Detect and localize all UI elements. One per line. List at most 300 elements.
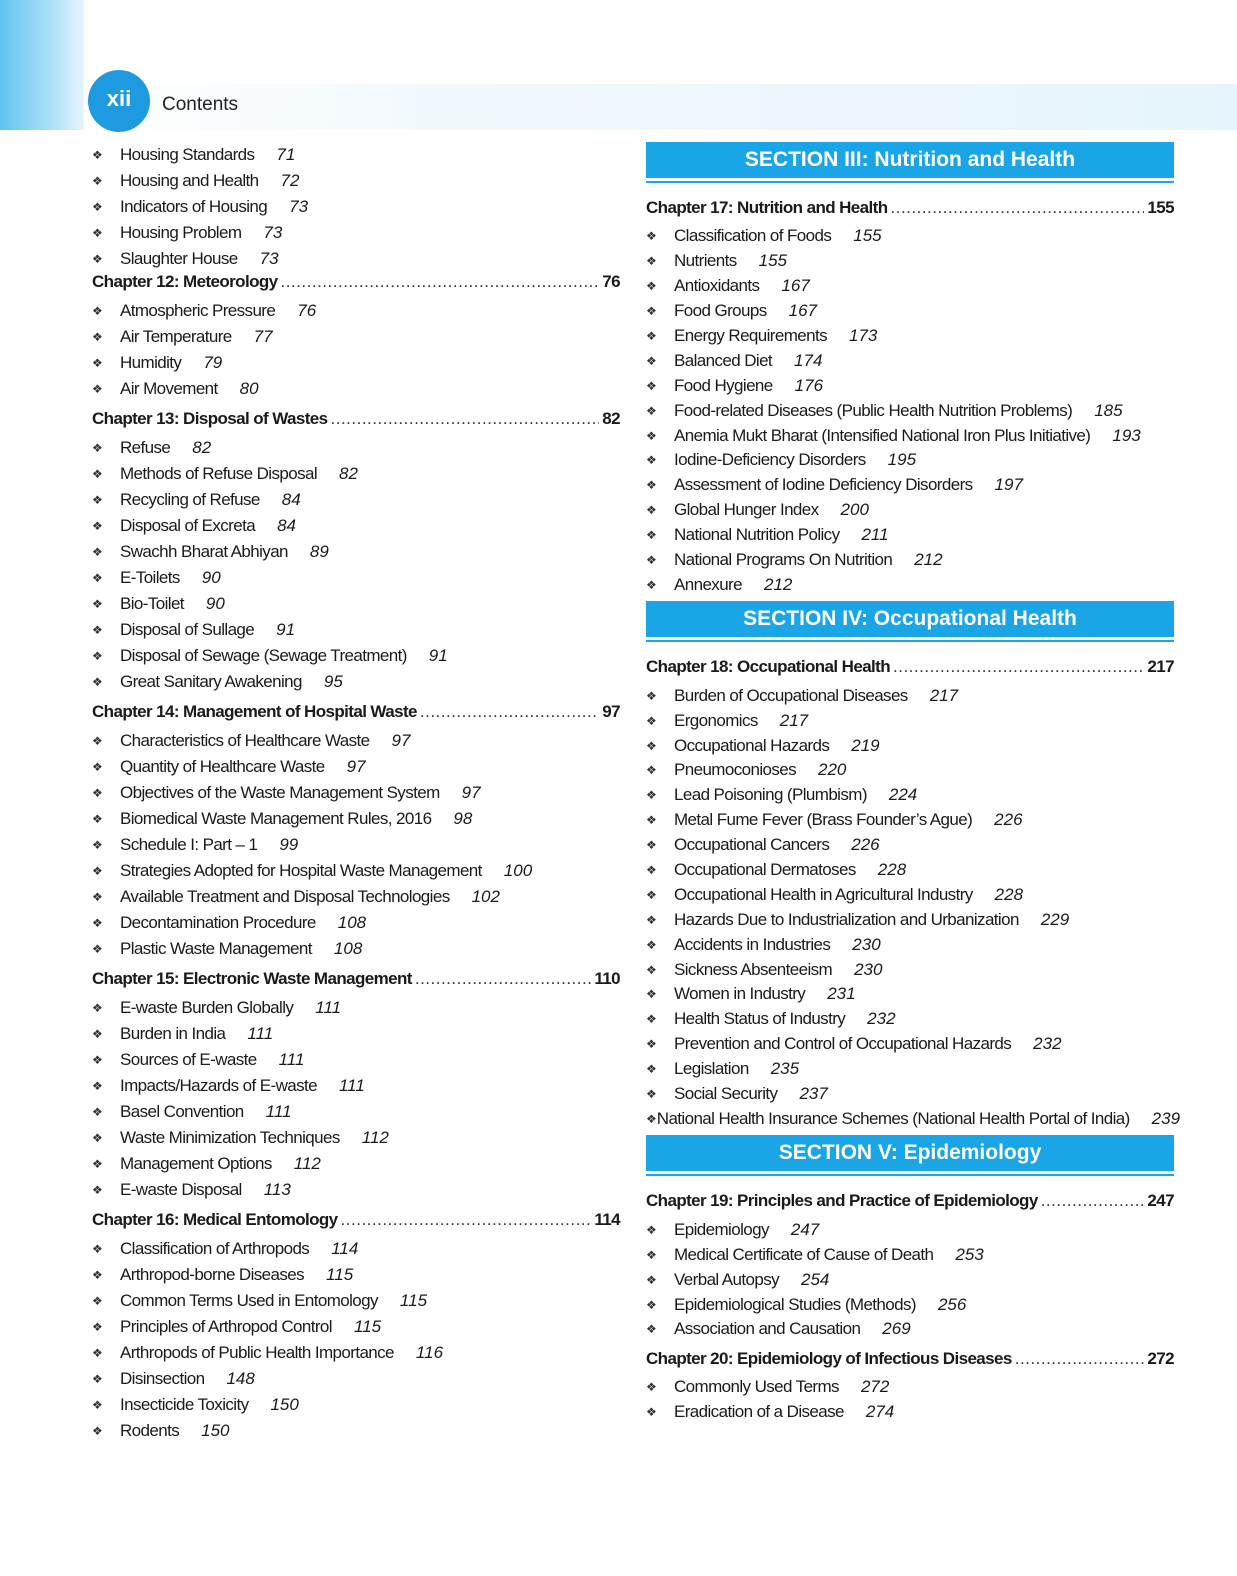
left-chapter-list	[92, 272, 620, 1444]
toc-entry-label: Disposal of Sewage (Sewage Treatment)	[120, 646, 407, 665]
toc-entry[interactable]	[646, 373, 1174, 398]
toc-entry[interactable]	[646, 274, 1174, 299]
toc-entry-page: 112	[361, 1128, 389, 1147]
toc-entry-page: 150	[270, 1395, 299, 1414]
toc-entry-page: 90	[201, 568, 221, 587]
toc-entry[interactable]	[92, 1177, 620, 1203]
toc-entry[interactable]	[92, 246, 620, 272]
toc-entry-page: 72	[280, 171, 300, 190]
toc-entry[interactable]	[646, 498, 1174, 523]
diamond-bullet-icon: ❖	[646, 254, 657, 269]
toc-entry-label: Disinsection	[120, 1369, 205, 1388]
toc-entry-label: Management Options	[120, 1154, 272, 1173]
toc-entry-label: Arthropod-borne Diseases	[120, 1265, 305, 1284]
toc-entry-page: 230	[854, 959, 883, 979]
toc-entry-label: Epidemiological Studies (Methods)	[674, 1294, 916, 1314]
toc-entry-label: Bio-Toilet	[120, 594, 184, 613]
toc-entry-label: Food Groups	[674, 301, 767, 321]
topic-list	[646, 1375, 1174, 1425]
toc-entry[interactable]	[92, 1392, 620, 1418]
toc-entry-label: Health Status of Industry	[674, 1009, 846, 1029]
dot-leader	[281, 272, 600, 292]
toc-entry-label: Arthropods of Public Health Importance	[120, 1343, 394, 1362]
toc-entry[interactable]	[646, 1267, 1174, 1292]
toc-entry-label: Annexure	[674, 574, 742, 594]
toc-entry-page: 193	[1112, 425, 1141, 445]
section-heading	[646, 601, 1174, 642]
toc-entry[interactable]	[646, 1217, 1174, 1242]
toc-entry-label: Occupational Health in Agricultural Industry	[674, 884, 973, 904]
toc-entry-label: Balanced Diet	[674, 350, 773, 370]
toc-entry-page: 256	[937, 1294, 967, 1314]
toc-entry[interactable]	[646, 473, 1174, 498]
toc-entry[interactable]	[92, 1099, 620, 1125]
diamond-bullet-icon: ❖	[92, 382, 103, 396]
toc-entry-label: Iodine-Deficiency Disorders	[674, 450, 866, 470]
diamond-bullet-icon: ❖	[646, 1037, 657, 1052]
toc-entry-page: 111	[265, 1102, 292, 1121]
diamond-bullet-icon: ❖	[646, 813, 657, 828]
topic-list	[646, 683, 1181, 1131]
toc-entry-label: Insecticide Toxicity	[120, 1395, 249, 1414]
toc-entry[interactable]	[92, 513, 620, 539]
chapter-heading[interactable]	[646, 198, 1174, 224]
toc-entry[interactable]	[646, 398, 1174, 423]
toc-entry-page: 90	[205, 594, 225, 613]
toc-entry-label: Humidity	[120, 353, 182, 372]
toc-entry-label: E-waste Burden Globally	[120, 998, 294, 1017]
toc-entry[interactable]	[646, 833, 1174, 858]
toc-entry-label: Basel Convention	[120, 1102, 244, 1121]
toc-entry[interactable]	[646, 523, 1174, 548]
toc-entry[interactable]	[646, 683, 1174, 708]
chapter-page: 114	[594, 1210, 620, 1229]
toc-entry[interactable]	[646, 1057, 1174, 1082]
toc-entry-page: 155	[758, 251, 787, 271]
section-title[interactable]: SECTION IV: Occupational Health	[646, 601, 1174, 637]
toc-entry-page: 111	[338, 1076, 365, 1095]
toc-entry-page: 79	[203, 353, 223, 372]
chapter-title: Chapter 14: Management of Hospital Waste	[92, 702, 417, 721]
toc-entry-label: Great Sanitary Awakening	[120, 672, 302, 691]
toc-entry[interactable]	[646, 249, 1174, 274]
toc-entry-page: 116	[415, 1343, 444, 1362]
section-rule	[646, 640, 1174, 642]
chapter-page: 97	[602, 702, 620, 721]
toc-entry-page: 155	[853, 226, 882, 246]
toc-entry-label: Ergonomics	[674, 710, 758, 730]
diamond-bullet-icon: ❖	[92, 1242, 103, 1256]
toc-entry[interactable]	[646, 299, 1174, 324]
topic-list	[92, 728, 620, 962]
toc-entry-page: 200	[840, 500, 869, 520]
diamond-bullet-icon: ❖	[646, 1247, 657, 1262]
diamond-bullet-icon: ❖	[92, 649, 103, 663]
chapter-title: Chapter 20: Epidemiology of Infectious Diseases	[646, 1348, 1012, 1368]
toc-entry-page: 89	[309, 542, 329, 561]
diamond-bullet-icon: ❖	[646, 304, 657, 319]
toc-entry-label: Available Treatment and Disposal Technologies	[120, 887, 450, 906]
toc-entry-page: 115	[399, 1291, 428, 1310]
toc-entry-page: 111	[278, 1050, 305, 1069]
toc-entry[interactable]	[646, 423, 1174, 448]
diamond-bullet-icon: ❖	[92, 519, 103, 533]
toc-entry[interactable]	[92, 643, 620, 669]
diamond-bullet-icon: ❖	[646, 738, 657, 753]
chapter-heading[interactable]	[92, 1210, 620, 1236]
toc-entry[interactable]	[646, 733, 1174, 758]
toc-entry-page: 195	[887, 450, 917, 470]
diamond-bullet-icon: ❖	[646, 912, 657, 927]
diamond-bullet-icon: ❖	[92, 916, 103, 930]
toc-entry-page: 197	[994, 475, 1023, 495]
toc-entry-page: 235	[770, 1059, 800, 1079]
toc-entry-label: Women in Industry	[674, 984, 806, 1004]
chapter-heading[interactable]	[92, 409, 620, 435]
toc-entry[interactable]	[646, 808, 1174, 833]
toc-entry-label: Biomedical Waste Management Rules, 2016	[120, 809, 432, 828]
toc-entry-label: Global Hunger Index	[674, 500, 819, 520]
toc-entry[interactable]	[646, 1375, 1174, 1400]
toc-entry[interactable]	[92, 298, 620, 324]
toc-entry-page: 174	[794, 350, 823, 370]
toc-entry[interactable]	[92, 669, 620, 695]
toc-entry[interactable]	[92, 487, 620, 513]
diamond-bullet-icon: ❖	[646, 1297, 657, 1312]
diamond-bullet-icon: ❖	[92, 148, 103, 162]
toc-entry-label: Occupational Dermatoses	[674, 860, 856, 880]
toc-entry[interactable]	[92, 350, 620, 376]
toc-entry-page: 176	[794, 375, 824, 395]
diamond-bullet-icon: ❖	[646, 1062, 657, 1077]
toc-entry[interactable]	[92, 539, 620, 565]
toc-entry[interactable]	[646, 882, 1174, 907]
toc-entry-page: 229	[1040, 909, 1070, 929]
chapter-block	[92, 409, 620, 695]
toc-entry[interactable]	[92, 728, 620, 754]
diamond-bullet-icon: ❖	[92, 675, 103, 689]
toc-entry-page: 98	[453, 809, 473, 828]
toc-entry-label: Prevention and Control of Occupational Hazards	[674, 1034, 1012, 1054]
toc-entry-page: 217	[779, 710, 809, 730]
chapter-page: 217	[1147, 657, 1174, 677]
diamond-bullet-icon: ❖	[646, 887, 657, 902]
dot-leader	[1041, 1191, 1145, 1211]
section-title[interactable]: SECTION III: Nutrition and Health	[646, 142, 1174, 178]
diamond-bullet-icon: ❖	[92, 252, 103, 266]
toc-entry[interactable]	[646, 858, 1174, 883]
toc-entry[interactable]	[646, 448, 1174, 473]
diamond-bullet-icon: ❖	[92, 467, 103, 481]
diamond-bullet-icon: ❖	[92, 1268, 103, 1282]
toc-entry[interactable]	[92, 806, 620, 832]
chapter-title: Chapter 13: Disposal of Wastes	[92, 409, 328, 428]
toc-entry[interactable]	[92, 1073, 620, 1099]
toc-entry[interactable]	[92, 1125, 620, 1151]
toc-entry-label: Classification of Arthropods	[120, 1239, 310, 1258]
toc-entry-page: 274	[865, 1402, 895, 1422]
running-header-title: Contents	[162, 94, 239, 115]
toc-entry[interactable]	[92, 1340, 620, 1366]
toc-entry[interactable]	[646, 548, 1174, 573]
toc-entry[interactable]	[92, 435, 620, 461]
toc-entry-label: E-Toilets	[120, 568, 180, 587]
toc-entry-page: 212	[914, 550, 943, 570]
toc-entry[interactable]	[92, 1151, 620, 1177]
toc-entry-page: 167	[788, 301, 817, 321]
toc-entry-page: 100	[503, 861, 533, 880]
toc-entry[interactable]	[92, 1262, 620, 1288]
diamond-bullet-icon: ❖	[92, 1424, 103, 1438]
toc-entry-page: 228	[877, 860, 907, 880]
toc-entry[interactable]	[92, 1288, 620, 1314]
toc-entry-label: Sources of E-waste	[120, 1050, 257, 1069]
toc-entry[interactable]	[92, 376, 620, 402]
toc-entry-page: 185	[1094, 400, 1123, 420]
diamond-bullet-icon: ❖	[92, 812, 103, 826]
toc-entry-page: 111	[315, 998, 342, 1017]
diamond-bullet-icon: ❖	[92, 226, 103, 240]
toc-entry-label: Assessment of Iodine Deficiency Disorders	[674, 475, 973, 495]
topic-list	[92, 995, 620, 1203]
intro-entries	[92, 142, 620, 272]
toc-entry-label: National Health Insurance Schemes (National Health Portal of India)	[656, 1108, 1130, 1128]
toc-entry-label: Slaughter House	[120, 249, 238, 268]
diamond-bullet-icon: ❖	[92, 571, 103, 585]
diamond-bullet-icon: ❖	[92, 304, 103, 318]
diamond-bullet-icon: ❖	[646, 229, 657, 244]
toc-entry[interactable]	[92, 884, 620, 910]
toc-entry[interactable]	[92, 461, 620, 487]
toc-entry-label: Principles of Arthropod Control	[120, 1317, 332, 1336]
page-number-badge: xii	[88, 70, 150, 132]
toc-entry[interactable]	[646, 758, 1174, 783]
toc-entry-page: 102	[471, 887, 500, 906]
toc-entry-page: 224	[888, 785, 918, 805]
diamond-bullet-icon: ❖	[646, 788, 657, 803]
chapter-heading[interactable]	[646, 1349, 1174, 1375]
toc-entry-page: 220	[818, 760, 847, 780]
toc-entry[interactable]	[92, 565, 620, 591]
toc-entry[interactable]	[646, 348, 1174, 373]
diamond-bullet-icon: ❖	[646, 1272, 657, 1287]
diamond-bullet-icon: ❖	[646, 403, 657, 418]
toc-entry[interactable]	[92, 1314, 620, 1340]
section-heading	[646, 1135, 1174, 1176]
toc-entry[interactable]	[92, 832, 620, 858]
chapter-block	[92, 969, 620, 1203]
chapter-heading[interactable]	[92, 272, 620, 298]
diamond-bullet-icon: ❖	[92, 1105, 103, 1119]
toc-entry[interactable]	[646, 1292, 1174, 1317]
diamond-bullet-icon: ❖	[92, 1053, 103, 1067]
toc-entry-page: 73	[259, 249, 279, 268]
toc-entry-label: Accidents in Industries	[674, 934, 831, 954]
chapter-block	[646, 1349, 1174, 1425]
right-column	[646, 142, 1181, 1425]
toc-entry-page: 115	[326, 1265, 354, 1284]
topic-list	[646, 1217, 1174, 1341]
toc-entry-label: Lead Poisoning (Plumbism)	[674, 785, 867, 805]
toc-entry-label: Refuse	[120, 438, 171, 457]
toc-entry[interactable]	[646, 932, 1174, 957]
toc-entry-label: Disposal of Excreta	[120, 516, 256, 535]
section-title[interactable]: SECTION V: Epidemiology	[646, 1135, 1174, 1171]
diamond-bullet-icon: ❖	[92, 174, 103, 188]
toc-entry[interactable]	[646, 708, 1174, 733]
header-band	[84, 84, 1237, 130]
toc-entry-label: Anemia Mukt Bharat (Intensified National Iron Plus Initiative)	[674, 425, 1091, 445]
diamond-bullet-icon: ❖	[92, 734, 103, 748]
toc-entry[interactable]	[92, 1366, 620, 1392]
toc-entry[interactable]	[646, 572, 1174, 597]
toc-entry-page: 239	[1151, 1108, 1181, 1128]
diamond-bullet-icon: ❖	[92, 1294, 103, 1308]
toc-entry[interactable]	[646, 1007, 1174, 1032]
chapter-block	[92, 272, 620, 402]
toc-entry-label: Commonly Used Terms	[674, 1377, 839, 1397]
toc-entry[interactable]	[92, 142, 620, 168]
toc-entry-label: Swachh Bharat Abhiyan	[120, 542, 288, 561]
toc-entry[interactable]	[92, 780, 620, 806]
toc-entry[interactable]	[646, 1400, 1174, 1425]
toc-entry[interactable]	[92, 220, 620, 246]
diamond-bullet-icon: ❖	[646, 503, 657, 518]
diamond-bullet-icon: ❖	[646, 353, 657, 368]
toc-entry-label: Objectives of the Waste Management System	[120, 783, 440, 802]
toc-entry[interactable]	[646, 1107, 1181, 1132]
toc-entry[interactable]	[92, 1236, 620, 1262]
toc-entry-page: 97	[391, 731, 411, 750]
toc-entry-label: Sickness Absenteeism	[674, 959, 833, 979]
toc-entry[interactable]	[92, 754, 620, 780]
toc-entry-page: 217	[929, 685, 959, 705]
diamond-bullet-icon: ❖	[92, 493, 103, 507]
toc-entry[interactable]	[92, 168, 620, 194]
toc-entry[interactable]	[92, 324, 620, 350]
toc-entry[interactable]	[92, 194, 620, 220]
toc-entry-label: Occupational Cancers	[674, 835, 830, 855]
toc-entry-label: Food Hygiene	[674, 375, 773, 395]
toc-entry-label: Air Temperature	[120, 327, 232, 346]
toc-entry[interactable]	[92, 995, 620, 1021]
toc-entry[interactable]	[92, 1021, 620, 1047]
toc-entry-label: Quantity of Healthcare Waste	[120, 757, 325, 776]
chapter-block	[646, 1191, 1174, 1341]
toc-entry[interactable]	[92, 1047, 620, 1073]
chapter-title: Chapter 16: Medical Entomology	[92, 1210, 338, 1229]
toc-entry[interactable]	[646, 783, 1174, 808]
toc-entry-label: Housing Standards	[120, 145, 255, 164]
diamond-bullet-icon: ❖	[646, 329, 657, 343]
chapter-title: Chapter 19: Principles and Practice of Epidemiology	[646, 1191, 1038, 1211]
toc-entry-page: 237	[799, 1084, 828, 1104]
toc-entry-page: 97	[461, 783, 481, 802]
toc-entry[interactable]	[92, 617, 620, 643]
toc-entry[interactable]	[92, 936, 620, 962]
diamond-bullet-icon: ❖	[646, 838, 657, 853]
toc-entry-label: Nutrients	[674, 251, 737, 271]
diamond-bullet-icon: ❖	[646, 1012, 657, 1027]
toc-entry-label: Housing and Health	[120, 171, 259, 190]
toc-entry-page: 97	[346, 757, 366, 776]
toc-entry-label: Atmospheric Pressure	[120, 301, 276, 320]
toc-entry-page: 254	[801, 1269, 830, 1289]
diamond-bullet-icon: ❖	[646, 962, 657, 977]
toc-entry-page: 167	[781, 276, 810, 296]
diamond-bullet-icon: ❖	[92, 838, 103, 852]
chapter-heading[interactable]	[92, 702, 620, 728]
toc-entry-page: 77	[253, 327, 273, 346]
chapter-block	[646, 657, 1181, 1131]
toc-entry-page: 173	[849, 326, 878, 345]
chapter-heading[interactable]	[646, 1191, 1174, 1217]
chapter-block	[646, 198, 1174, 597]
toc-entry-label: Social Security	[674, 1084, 778, 1104]
chapter-page: 82	[602, 409, 620, 428]
toc-entry-label: Hazards Due to Industrialization and Urbanization	[674, 909, 1019, 929]
chapter-block	[92, 1210, 620, 1444]
toc-entry[interactable]	[646, 957, 1174, 982]
diamond-bullet-icon: ❖	[646, 1087, 657, 1102]
toc-entry-label: Epidemiology	[674, 1219, 769, 1239]
toc-entry-label: Waste Minimization Techniques	[120, 1128, 340, 1147]
toc-entry-label: Methods of Refuse Disposal	[120, 464, 318, 483]
toc-entry[interactable]	[646, 1242, 1174, 1267]
toc-entry-page: 82	[192, 438, 212, 457]
chapter-heading[interactable]	[92, 969, 620, 995]
chapter-title: Chapter 17: Nutrition and Health	[646, 198, 888, 217]
diamond-bullet-icon: ❖	[646, 863, 657, 878]
toc-entry[interactable]	[92, 858, 620, 884]
toc-entry[interactable]	[646, 907, 1174, 932]
toc-entry[interactable]	[646, 1032, 1174, 1057]
chapter-page: 76	[602, 272, 620, 291]
dot-leader	[891, 198, 1145, 218]
toc-entry[interactable]	[646, 982, 1174, 1007]
topic-list	[92, 142, 620, 272]
dot-leader	[341, 1210, 592, 1230]
toc-entry-page: 80	[239, 379, 259, 398]
toc-entry-page: 84	[277, 516, 296, 535]
toc-entry[interactable]	[92, 591, 620, 617]
toc-entry-label: Classification of Foods	[674, 226, 832, 246]
toc-entry-page: 99	[279, 835, 299, 854]
toc-entry[interactable]	[646, 324, 1174, 349]
toc-entry-page: 212	[763, 574, 793, 594]
section-rule	[646, 181, 1174, 183]
toc-entry[interactable]	[92, 1418, 620, 1444]
diamond-bullet-icon: ❖	[92, 356, 103, 370]
toc-entry-label: Housing Problem	[120, 223, 242, 242]
chapter-title: Chapter 18: Occupational Health	[646, 657, 891, 677]
dot-leader	[420, 702, 599, 722]
chapter-page: 272	[1147, 1348, 1174, 1368]
section-heading	[646, 142, 1174, 183]
toc-entry[interactable]	[646, 224, 1174, 249]
toc-entry-page: 232	[867, 1009, 896, 1029]
toc-entry-label: National Programs On Nutrition	[674, 550, 893, 570]
chapter-title: Chapter 12: Meteorology	[92, 272, 278, 291]
diamond-bullet-icon: ❖	[92, 200, 103, 214]
toc-entry[interactable]	[646, 1317, 1174, 1342]
diamond-bullet-icon: ❖	[646, 577, 657, 592]
chapter-heading[interactable]	[646, 657, 1174, 683]
diamond-bullet-icon: ❖	[646, 378, 657, 393]
diamond-bullet-icon: ❖	[646, 553, 657, 568]
toc-entry[interactable]	[92, 910, 620, 936]
toc-entry[interactable]	[646, 1082, 1174, 1107]
